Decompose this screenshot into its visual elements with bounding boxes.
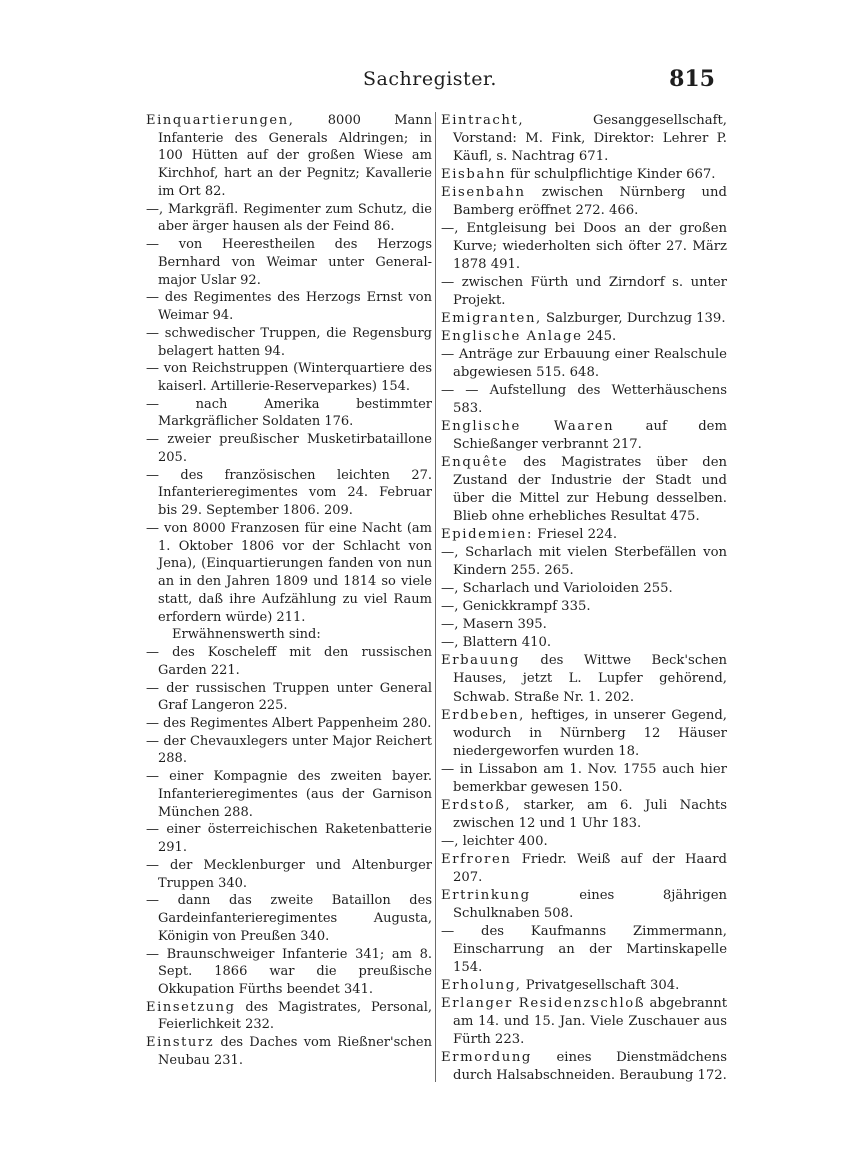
- entry-keyword: Erlanger Residenzschloß: [441, 995, 646, 1011]
- entry-text: — einer österreichischen Raketenbatterie 291.: [146, 822, 432, 856]
- entry-text: — der russischen Truppen unter General Graf Langeron 225.: [146, 680, 432, 714]
- index-entry: [146, 520, 432, 626]
- index-entry: [441, 454, 727, 526]
- entry-text: —, leichter 400.: [441, 833, 548, 849]
- entry-text: Friedr. Weiß auf der Haard 207.: [453, 851, 727, 885]
- left-column: [146, 112, 432, 1070]
- entry-keyword: Erfroren: [441, 851, 512, 867]
- index-entry: [441, 418, 727, 454]
- index-entry: [441, 923, 727, 977]
- entry-keyword: Enquête: [441, 455, 509, 471]
- entry-text: — des Koscheleff mit den russischen Garden 221.: [146, 645, 432, 678]
- entry-text: zwischen Nürnberg und Bamberg eröffnet 272. 466.: [453, 185, 727, 219]
- index-entry: [441, 274, 727, 310]
- page-header: [145, 66, 715, 96]
- entry-keyword: Eintracht,: [441, 113, 525, 128]
- entry-keyword: Epidemien:: [441, 527, 533, 543]
- page-number: 815: [669, 66, 715, 92]
- entry-keyword: Erholung,: [441, 977, 522, 993]
- entry-text: eines 8jährigen Schulknaben 508.: [453, 887, 727, 921]
- entry-text: — Anträge zur Erbauung einer Realschule abgewiesen 515. 648.: [441, 347, 727, 381]
- index-entry: [441, 1049, 727, 1085]
- index-entry: [441, 977, 727, 995]
- entry-text: — der Mecklenburger und Altenburger Truppen 340.: [146, 857, 432, 891]
- index-entry: [146, 768, 432, 821]
- entry-text: Erwähnenswerth sind:: [172, 627, 321, 643]
- index-entry: [441, 761, 727, 797]
- index-entry: [441, 220, 727, 274]
- index-entry: [146, 857, 432, 892]
- entry-text: —, Masern 395.: [441, 617, 547, 633]
- index-entry: [146, 396, 432, 431]
- index-entry: [146, 999, 432, 1034]
- entry-text: — zwischen Fürth und Zirndorf s. unter Projekt.: [441, 275, 727, 309]
- entry-keyword: Erdbeben,: [441, 707, 525, 723]
- entry-text: — des französischen leichten 27. Infanterieregimentes vom 24. Februar bis 29. September 1806. 209.: [146, 467, 432, 519]
- index-entry: [441, 995, 727, 1049]
- index-entry: [441, 382, 727, 418]
- entry-text: eines Dienstmädchens durch Halsabschneiden. Beraubung 172.: [453, 1049, 727, 1083]
- index-entry: [146, 201, 432, 236]
- index-entry: [441, 580, 727, 598]
- entry-keyword: Englische Waaren: [441, 419, 615, 435]
- index-entry: [146, 626, 432, 644]
- entry-text: Privatgesellschaft 304.: [521, 977, 680, 993]
- entry-keyword: Ermordung: [441, 1049, 532, 1065]
- index-entry: [441, 833, 727, 851]
- entry-text: 8000 Mann Infanterie des Generals Aldringen; in 100 Hütten auf der großen Wiese am Kirchhof, hart an der Pegnitz; Kavallerie im Ort 82.: [158, 113, 432, 199]
- entry-text: —, Markgräfl. Regimenter zum Schutz, die aber ärger hausen als der Feind 86.: [146, 201, 432, 235]
- entry-text: — einer Kompagnie des zweiten bayer. Infanterieregimentes (aus der Garnison München 288.: [146, 769, 432, 820]
- index-entry: [146, 821, 432, 856]
- entry-text: — von Reichstruppen (Winterquartiere des kaiserl. Artillerie-Reserveparkes) 154.: [146, 361, 432, 395]
- entry-text: — des Regimentes Albert Pappenheim 280.: [146, 715, 432, 731]
- entry-text: —, Entgleisung bei Doos an der großen Kurve; wiederholten sich öfter 27. März 1878 491.: [441, 221, 727, 273]
- entry-text: — in Lissabon am 1. Nov. 1755 auch hier bemerkbar gewesen 150.: [441, 761, 727, 795]
- entry-text: Salzburger, Durchzug 139.: [541, 311, 726, 327]
- index-entry: [146, 467, 432, 520]
- entry-text: starker, am 6. Juli Nachts zwischen 12 und 1 Uhr 183.: [453, 797, 727, 831]
- entry-text: —, Genickkrampf 335.: [441, 599, 591, 615]
- entry-text: — des Kaufmanns Zimmermann, Einscharrung an der Martinskapelle 154.: [441, 923, 727, 975]
- index-entry: [441, 851, 727, 887]
- right-column: [441, 112, 727, 1085]
- index-entry: [146, 680, 432, 715]
- entry-text: für schulpflichtige Kinder 667.: [506, 167, 716, 183]
- index-entry: [146, 289, 432, 324]
- index-entry: [146, 644, 432, 679]
- index-entry: [441, 184, 727, 220]
- entry-text: — schwedischer Truppen, die Regensburg belagert hatten 94.: [146, 325, 432, 359]
- column-divider: [435, 112, 436, 1082]
- index-entry: [146, 946, 432, 999]
- index-entry: [441, 887, 727, 923]
- entry-text: —, Scharlach und Varioloiden 255.: [441, 581, 673, 597]
- entry-text: des Magistrates, Personal, Feierlichkeit 232.: [158, 999, 432, 1033]
- entry-text: heftiges, in unserer Gegend, wodurch in Nürnberg 12 Häuser niedergeworfen wurden 18.: [453, 707, 727, 759]
- entry-text: — der Chevauxlegers unter Major Reichert 288.: [146, 733, 432, 767]
- index-entry: [441, 346, 727, 382]
- index-entry: [146, 715, 432, 733]
- entry-text: Friesel 224.: [533, 527, 618, 543]
- index-entry: [146, 431, 432, 466]
- entry-text: auf dem Schießanger verbrannt 217.: [453, 419, 727, 453]
- entry-keyword: Emigranten,: [441, 311, 542, 327]
- index-entry: [441, 598, 727, 616]
- entry-text: — dann das zweite Bataillon des Gardeinfanterieregimentes Augusta, Königin von Preußen 340.: [146, 893, 432, 944]
- entry-text: —, Blattern 410.: [441, 635, 552, 651]
- index-entry: [146, 892, 432, 945]
- index-entry: [441, 652, 727, 706]
- entry-keyword: Einsturz: [146, 1035, 215, 1051]
- entry-keyword: Erbauung: [441, 653, 520, 669]
- index-entry: [441, 310, 727, 328]
- index-entry: [441, 166, 727, 184]
- entry-text: — von Heerestheilen des Herzogs Bernhard von Weimar unter General-major Uslar 92.: [146, 237, 432, 288]
- entry-keyword: Einquartierungen,: [146, 113, 295, 128]
- index-entry: [146, 112, 432, 201]
- index-entry: [146, 325, 432, 360]
- index-entry: [441, 707, 727, 761]
- index-entry: [441, 616, 727, 634]
- entry-text: des Magistrates über den Zustand der Industrie der Stadt und über die Mittel zur Hebung desselben. Blieb ohne erhebliches Resultat 475.: [453, 455, 727, 525]
- entry-keyword: Ertrinkung: [441, 887, 531, 903]
- index-entry: [146, 1034, 432, 1069]
- index-entry: [441, 526, 727, 544]
- entry-text: —, Scharlach mit vielen Sterbefällen von Kindern 255. 265.: [441, 545, 727, 579]
- entry-text: — zweier preußischer Musketirbataillone 205.: [146, 432, 432, 465]
- index-entry: [441, 112, 727, 166]
- index-entry: [146, 733, 432, 768]
- index-entry: [441, 797, 727, 833]
- index-entry: [441, 544, 727, 580]
- entry-text: — Braunschweiger Infanterie 341; am 8. Sept. 1866 war die preußische Okkupation Fürths beendet 341.: [146, 946, 432, 997]
- running-title: Sachregister.: [363, 68, 497, 90]
- entry-text: — von 8000 Franzosen für eine Nacht (am 1. Oktober 1806 vor der Schlacht von Jena), (Einquartierungen fanden von nun an in den Jahren 1809 und 1814 so viele statt, daß ihre Aufzählung zu viel Raum erfordern würde) 211.: [146, 520, 432, 625]
- entry-text: — nach Amerika bestimmter Markgräflicher Soldaten 176.: [146, 396, 432, 430]
- entry-text: — — Aufstellung des Wetterhäuschens 583.: [441, 383, 727, 417]
- entry-keyword: Einsetzung: [146, 999, 236, 1015]
- entry-text: Gesanggesellschaft, Vorstand: M. Fink, Direktor: Lehrer P. Käufl, s. Nachtrag 671.: [453, 113, 727, 165]
- entry-text: abgebrannt am 14. und 15. Jan. Viele Zuschauer aus Fürth 223.: [453, 995, 727, 1047]
- index-entry: [146, 360, 432, 395]
- index-entry: [441, 634, 727, 652]
- entry-keyword: Eisbahn: [441, 167, 507, 183]
- entry-text: des Daches vom Rießner'schen Neubau 231.: [158, 1035, 432, 1068]
- entry-text: des Wittwe Beck'schen Hauses, jetzt L. Lupfer gehörend, Schwab. Straße Nr. 1. 202.: [453, 653, 727, 705]
- index-entry: [146, 236, 432, 289]
- entry-keyword: Englische Anlage: [441, 329, 583, 345]
- index-entry: [441, 328, 727, 346]
- entry-text: — des Regimentes des Herzogs Ernst von Weimar 94.: [146, 290, 432, 324]
- entry-text: 245.: [582, 329, 617, 345]
- entry-keyword: Erdstoß,: [441, 797, 512, 813]
- entry-keyword: Eisenbahn: [441, 185, 526, 201]
